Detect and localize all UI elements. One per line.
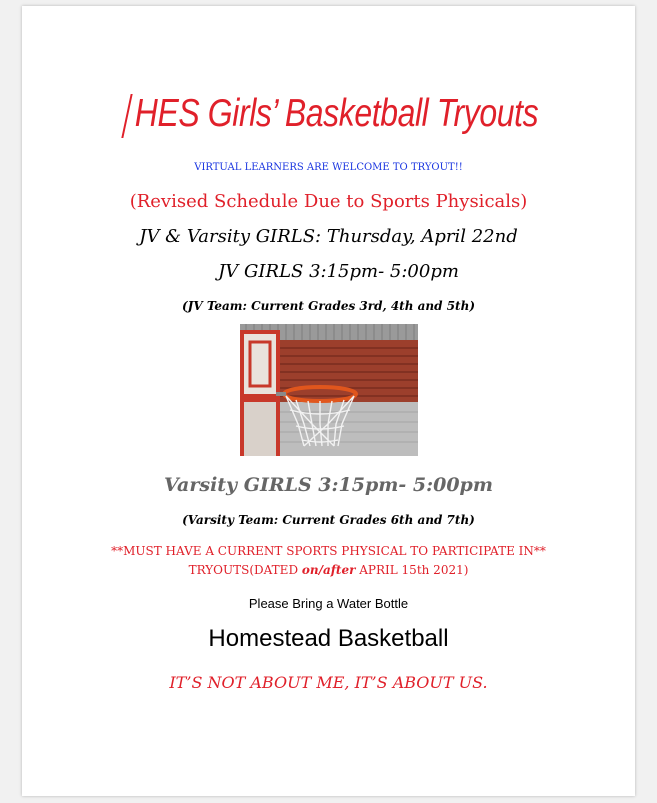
flyer-title: HES Girls’ Basketball Tryouts: [134, 92, 539, 135]
jv-team-grades: (JV Team: Current Grades 3rd, 4th and 5th): [182, 299, 475, 313]
revised-schedule-note: (Revised Schedule Due to Sports Physicals): [129, 191, 528, 212]
physical-requirement-line2: [22, 563, 635, 577]
physical-requirement-line1: **MUST HAVE A CURRENT SPORTS PHYSICAL TO PARTICIPATE IN**: [111, 544, 546, 558]
varsity-team-grades: (Varsity Team: Current Grades 6th and 7th): [182, 513, 475, 527]
physical-line2-emphasis: on/after: [301, 563, 356, 577]
team-motto: IT’S NOT ABOUT ME, IT’S ABOUT US.: [169, 673, 488, 692]
physical-line2-suffix: APRIL 15th 2021): [355, 563, 469, 577]
varsity-time-line: Varsity GIRLS 3:15pm- 5:00pm: [164, 474, 493, 496]
homestead-basketball-heading: Homestead Basketball: [208, 625, 449, 652]
jv-time-line: JV GIRLS 3:15pm- 5:00pm: [218, 261, 459, 282]
document-page: [22, 6, 635, 796]
tryout-date-line: JV & Varsity GIRLS: Thursday, April 22nd: [139, 226, 518, 247]
virtual-learners-note: VIRTUAL LEARNERS ARE WELCOME TO TRYOUT!!: [194, 162, 463, 173]
basketball-hoop-image: [240, 324, 418, 456]
physical-line2-prefix: TRYOUTS(DATED: [188, 563, 302, 577]
water-bottle-note: Please Bring a Water Bottle: [248, 596, 409, 611]
